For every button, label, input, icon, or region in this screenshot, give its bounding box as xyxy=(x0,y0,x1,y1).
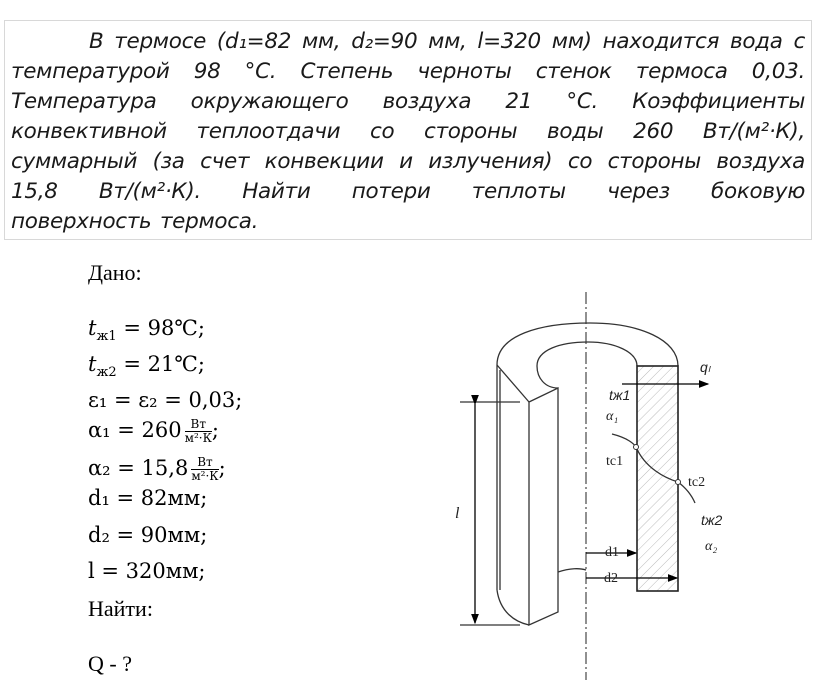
given-title: Дано: xyxy=(88,260,142,285)
given-t2: $t_{ж2}$ = 21℃; xyxy=(88,352,205,381)
front-face xyxy=(529,388,558,625)
tc2-point xyxy=(676,480,681,485)
q-label: qₗ xyxy=(700,359,711,375)
given-alpha1: α₁ = 260 $\frac{Вт}{\text{м²·К}}$ ; xyxy=(88,417,219,445)
alpha1-label: α₁ xyxy=(606,409,619,424)
find-title: Найти: xyxy=(88,596,153,621)
l-label: l xyxy=(455,505,460,522)
given-d2: d₂ = 90мм; xyxy=(88,523,208,547)
t2-label: tж2 xyxy=(701,512,723,528)
problem-line: конвективной теплоотдачи со стороны воды 260 Вт/(м²·К), xyxy=(11,119,805,144)
tc2-label: tc2 xyxy=(688,475,706,490)
d1-label: d1 xyxy=(605,545,619,560)
given-l: l = 320мм; xyxy=(88,559,206,583)
problem-line: В термосе (d₁=82 мм, d₂=90 мм, l=320 мм) находится вода с xyxy=(89,29,805,54)
given-t1: $t_{ж1}$ = 98℃; xyxy=(88,316,205,345)
given-eps: ε₁ = ε₂ = 0,03; xyxy=(88,388,243,412)
inner-arc xyxy=(537,342,637,388)
given-alpha2: α₂ = 15,8 $\frac{Вт}{\text{м²·К}}$ ; xyxy=(88,455,226,483)
d2-label: d2 xyxy=(604,571,618,586)
wall-section xyxy=(637,366,678,591)
problem-line: Температура окружающего воздуха 21 °С. Коэффициенты xyxy=(11,89,805,114)
problem-line: температурой 98 °С. Степень черноты стенок термоса 0,03. xyxy=(11,59,805,84)
tc1-label: tc1 xyxy=(606,454,624,469)
alpha2-label: α₂ xyxy=(705,539,718,554)
problem-line: суммарный (за счет конвекции и излучения) со стороны воздуха xyxy=(11,149,805,174)
problem-line: 15,8 Вт/(м²·К). Найти потери теплоты через боковую xyxy=(11,179,805,204)
tc1-point xyxy=(634,445,639,450)
outer-arc xyxy=(497,323,678,366)
find-q: Q - ? xyxy=(88,651,132,676)
given-d1: d₁ = 82мм; xyxy=(88,486,208,510)
problem-line: поверхность термоса. xyxy=(11,209,259,234)
t1-label: tж1 xyxy=(609,387,631,403)
